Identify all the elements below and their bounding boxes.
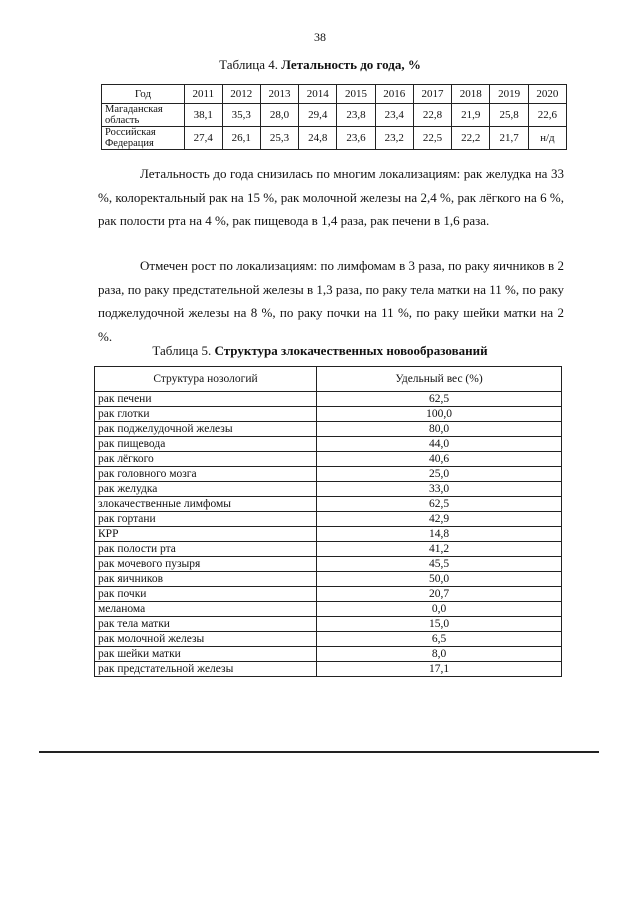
table5-row	[95, 422, 562, 437]
table5-row	[95, 392, 562, 407]
table5-row	[95, 662, 562, 677]
table5-caption	[0, 343, 640, 359]
table4-year-header: 2012	[222, 85, 260, 104]
table4-year-header: 2020	[528, 85, 566, 104]
table5-name-cell: рак лёгкого	[95, 452, 317, 467]
paragraph-growth: Отмечен рост по локализациям: по лимфомам в 3 раза, по раку яичников в 2 раза, по раку предстательной железы в 1,3 раза, по раку тела матки на 11 %, по раку поджелудочной железы на 8 %, по раку почки на 11 %, по раку шейки матки на 2 %.	[98, 258, 564, 344]
table5-row	[95, 467, 562, 482]
table4-year-header: 2017	[413, 85, 451, 104]
table5-name-cell: рак гортани	[95, 512, 317, 527]
table4-cell: 25,8	[490, 104, 528, 127]
table4-cell: 24,8	[299, 127, 337, 150]
table4-header-label: Год	[102, 85, 185, 104]
table5-row	[95, 617, 562, 632]
table4-cell: 22,5	[413, 127, 451, 150]
table5-value-cell: 20,7	[317, 587, 562, 602]
table5-name-cell: рак печени	[95, 392, 317, 407]
table4-cell: 22,2	[452, 127, 490, 150]
table5-name-cell: меланома	[95, 602, 317, 617]
table4-cell: 23,2	[375, 127, 413, 150]
table5-name-cell: рак головного мозга	[95, 467, 317, 482]
table4-cell: 26,1	[222, 127, 260, 150]
table5-row	[95, 512, 562, 527]
table5-row	[95, 587, 562, 602]
table5-row	[95, 542, 562, 557]
table5-name-cell: рак тела матки	[95, 617, 317, 632]
table4-cell: 28,0	[260, 104, 298, 127]
table5-value-cell: 0,0	[317, 602, 562, 617]
table5-value-cell: 25,0	[317, 467, 562, 482]
table4-caption	[0, 57, 640, 73]
table4-cell: 22,8	[413, 104, 451, 127]
table4-cell: 23,4	[375, 104, 413, 127]
table4-row-label: Российская Федерация	[102, 127, 185, 150]
table5-row	[95, 632, 562, 647]
table4-year-header: 2016	[375, 85, 413, 104]
table5-name-cell: рак поджелудочной железы	[95, 422, 317, 437]
table4-header-row	[102, 85, 567, 104]
table4-row	[102, 104, 567, 127]
table5-row	[95, 557, 562, 572]
neoplasm-structure-table	[94, 366, 562, 677]
table5-value-cell: 17,1	[317, 662, 562, 677]
table4-year-header: 2019	[490, 85, 528, 104]
table5-value-cell: 15,0	[317, 617, 562, 632]
table5-value-cell: 42,9	[317, 512, 562, 527]
table4-cell: 29,4	[299, 104, 337, 127]
page-number: 38	[314, 30, 326, 44]
table5-value-cell: 41,2	[317, 542, 562, 557]
table5-value-cell: 14,8	[317, 527, 562, 542]
table5-caption-title: Структура злокачественных новообразований	[214, 343, 488, 358]
table4-cell: 21,9	[452, 104, 490, 127]
table5-name-cell: рак яичников	[95, 572, 317, 587]
table4-row	[102, 127, 567, 150]
table5-name-cell: КРР	[95, 527, 317, 542]
paragraph-decline: Летальность до года снизилась по многим локализациям: рак желудка на 33 %, колоректальный рак на 15 %, рак молочной железы на 2,4 %, рак лёгкого на 6 %, рак полости рта на 4 %, рак пищевода в 1,4 раза, рак печени в 1,6 раза.	[98, 166, 564, 228]
table5-row	[95, 452, 562, 467]
table5-name-cell: рак молочной железы	[95, 632, 317, 647]
table4-cell: 22,6	[528, 104, 566, 127]
table4-year-header: 2011	[185, 85, 223, 104]
table5-caption-prefix: Таблица 5.	[152, 343, 212, 358]
table5-header-row	[95, 367, 562, 392]
table5-value-cell: 40,6	[317, 452, 562, 467]
table5-value-cell: 8,0	[317, 647, 562, 662]
table5-value-cell: 100,0	[317, 407, 562, 422]
table5-row	[95, 647, 562, 662]
table4-year-header: 2015	[337, 85, 375, 104]
table5-row	[95, 482, 562, 497]
footer-divider	[39, 751, 599, 753]
table5-value-cell: 45,5	[317, 557, 562, 572]
table5-value-cell: 80,0	[317, 422, 562, 437]
table5-name-cell: рак предстательной железы	[95, 662, 317, 677]
table5-col2-header: Удельный вес (%)	[317, 367, 562, 392]
table5-value-cell: 33,0	[317, 482, 562, 497]
table5-name-cell: рак почки	[95, 587, 317, 602]
table4-cell: 25,3	[260, 127, 298, 150]
table4-year-header: 2014	[299, 85, 337, 104]
table5-value-cell: 6,5	[317, 632, 562, 647]
table5-row	[95, 572, 562, 587]
table5-value-cell: 50,0	[317, 572, 562, 587]
table5-name-cell: рак пищевода	[95, 437, 317, 452]
table5-row	[95, 437, 562, 452]
table4-row-label: Магаданская область	[102, 104, 185, 127]
table4-cell: 21,7	[490, 127, 528, 150]
table4-caption-title: Летальность до года, %	[281, 57, 421, 72]
table4-cell: 23,8	[337, 104, 375, 127]
table5-value-cell: 62,5	[317, 497, 562, 512]
table5-row	[95, 497, 562, 512]
table5-value-cell: 44,0	[317, 437, 562, 452]
table5-name-cell: рак шейки матки	[95, 647, 317, 662]
table5-row	[95, 527, 562, 542]
table5-name-cell: рак желудка	[95, 482, 317, 497]
table4-cell: 35,3	[222, 104, 260, 127]
table4-cell: 23,6	[337, 127, 375, 150]
table4-year-header: 2013	[260, 85, 298, 104]
table4-cell: 38,1	[185, 104, 223, 127]
table4-year-header: 2018	[452, 85, 490, 104]
table5-name-cell: злокачественные лимфомы	[95, 497, 317, 512]
table5-col1-header: Структура нозологий	[95, 367, 317, 392]
mortality-table	[101, 84, 567, 150]
table5-row	[95, 407, 562, 422]
table5-name-cell: рак полости рта	[95, 542, 317, 557]
table4-cell: 27,4	[185, 127, 223, 150]
table4-cell: н/д	[528, 127, 566, 150]
table5-name-cell: рак глотки	[95, 407, 317, 422]
table5-name-cell: рак мочевого пузыря	[95, 557, 317, 572]
table5-value-cell: 62,5	[317, 392, 562, 407]
table4-caption-prefix: Таблица 4.	[219, 57, 279, 72]
table5-row	[95, 602, 562, 617]
